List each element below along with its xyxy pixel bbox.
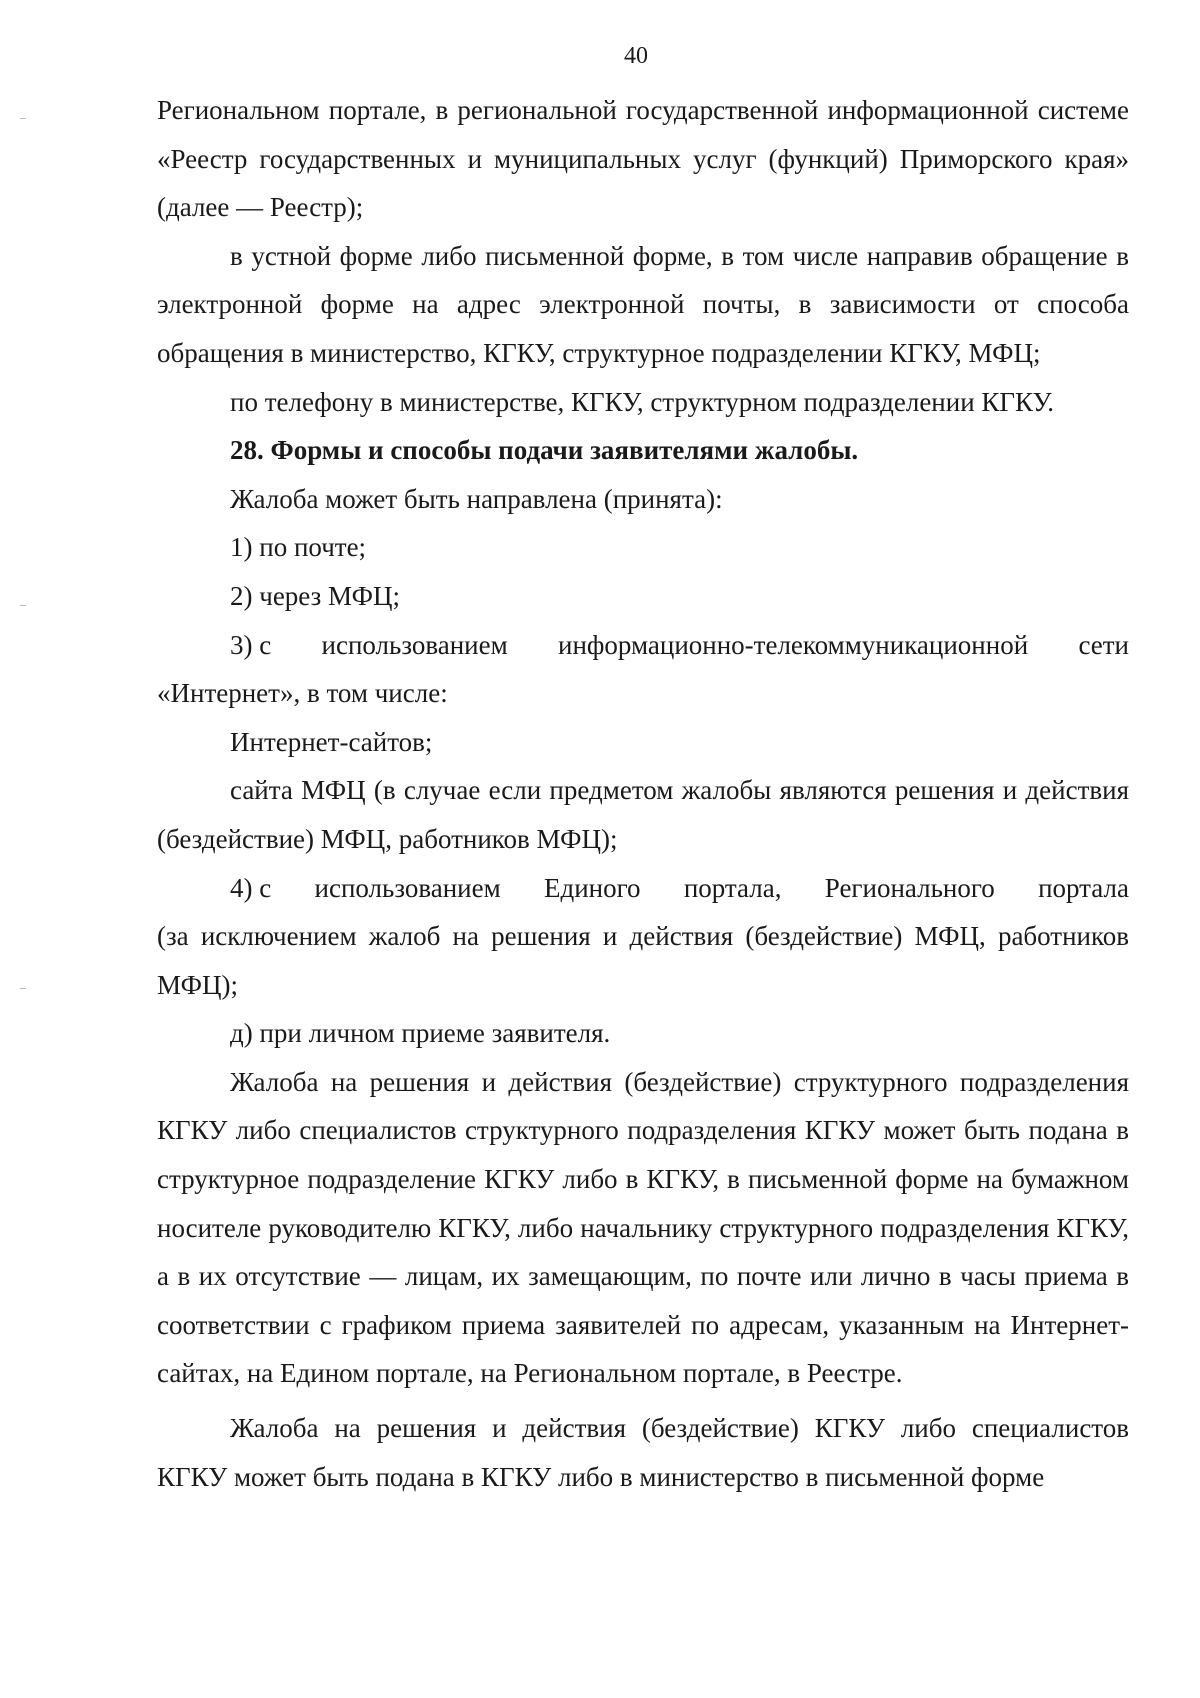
word: портала [1038, 872, 1129, 903]
paragraph-complaint-intro: Жалоба может быть направлена (принята): [230, 483, 723, 514]
word: 4) с [230, 872, 272, 903]
word: 3) с [230, 629, 272, 660]
section-heading: 28. Формы и способы подачи заявителями жалобы. [230, 435, 859, 466]
paragraph-oral-written: в устной форме либо письменной форме, в том числе направив обращение в электронной форме на адрес электронной почты, в зависимости от способа обращения в министерство, КГКУ, структурное подразделении КГКУ, МФЦ; [157, 240, 1129, 368]
list-item-mfc: 2) через МФЦ; [230, 580, 401, 611]
scan-margin-mark [20, 988, 26, 989]
list-item-internet-tail: «Интернет», в том числе: [157, 678, 448, 709]
list-item-internet-line [157, 621, 1129, 670]
list-item-portal-tail: (за исключением жалоб на решения и действия (бездействие) МФЦ, работников МФЦ); [157, 921, 1129, 1000]
scan-margin-mark [20, 118, 26, 119]
list-item-portal-line [157, 864, 1129, 913]
paragraph-structural-complaint: Жалоба на решения и действия (бездействие) структурного подразделения КГКУ либо специалистов структурного подразделения КГКУ может быть подана в структурное подразделение КГКУ либо в КГКУ, в письменной форме на бумажном носителе руководителю КГКУ, либо начальнику структурного подразделения КГКУ, а в их отсутствие — лицам, их замещающим, по почте или лично в часы приема в соответствии с графиком приема заявителей по адресам, указанным на Интернет-сайтах, на Едином портале, на Региональном портале, в Реестре. [157, 1066, 1129, 1389]
word: портала, [683, 872, 782, 903]
list-subitem-websites: Интернет-сайтов; [230, 726, 433, 757]
word: Регионального [824, 872, 995, 903]
document-body [157, 86, 1129, 1501]
list-item-mail: 1) по почте; [230, 532, 367, 563]
paragraph-registry: Региональном портале, в региональной государственной информационной системе «Реестр государственных и муниципальных услуг (функций) Приморского края» (далее — Реестр); [157, 95, 1129, 223]
paragraph-phone: по телефону в министерстве, КГКУ, структурном подразделении КГКУ. [230, 386, 1054, 417]
list-subitem-mfc-site: сайта МФЦ (в случае если предметом жалобы являются решения и действия (бездействие) МФЦ, работников МФЦ); [157, 775, 1129, 854]
scan-margin-mark [20, 605, 26, 606]
list-item-personal: д) при личном приеме заявителя. [230, 1018, 611, 1049]
word: информационно-телекоммуникационной [558, 629, 1029, 660]
word: использованием [321, 629, 508, 660]
word: использованием [314, 872, 501, 903]
paragraph-kgku-complaint: Жалоба на решения и действия (бездействие) КГКУ либо специалистов КГКУ может быть подана в КГКУ либо в министерство в письменной форме [157, 1413, 1129, 1492]
word: Единого [544, 872, 641, 903]
page-number: 40 [624, 43, 648, 69]
word: сети [1078, 629, 1129, 660]
